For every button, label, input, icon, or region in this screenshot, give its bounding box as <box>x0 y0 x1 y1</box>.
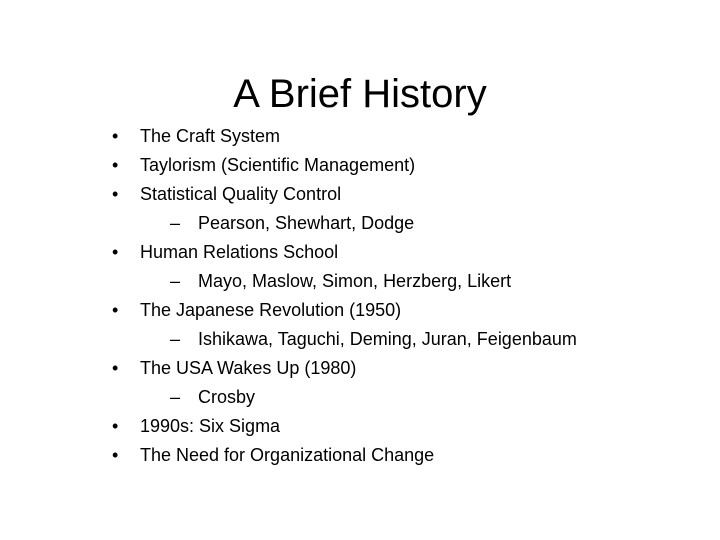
dash-icon: – <box>170 213 181 233</box>
sub-list-item-text: Mayo, Maslow, Simon, Herzberg, Likert <box>198 271 512 291</box>
list-item-text: The Japanese Revolution (1950) <box>140 300 402 320</box>
slide-title: A Brief History <box>233 72 487 116</box>
list-item-text: Taylorism (Scientific Management) <box>140 155 416 175</box>
bullet-icon: • <box>112 242 119 262</box>
dash-icon: – <box>170 387 181 407</box>
sub-list-item-text: Pearson, Shewhart, Dodge <box>198 213 415 233</box>
list-item-text: The Craft System <box>140 126 281 146</box>
bullet-icon: • <box>112 445 119 465</box>
dash-icon: – <box>170 329 181 349</box>
bullet-icon: • <box>112 358 119 378</box>
sub-list-item-text: Ishikawa, Taguchi, Deming, Juran, Feigenbaum <box>198 329 577 349</box>
list-item-text: The Need for Organizational Change <box>140 445 435 465</box>
sub-list-item-text: Crosby <box>198 387 256 407</box>
list-item-text: 1990s: Six Sigma <box>140 416 281 436</box>
bullet-icon: • <box>112 184 119 204</box>
bullet-icon: • <box>112 300 119 320</box>
dash-icon: – <box>170 271 181 291</box>
bullet-icon: • <box>112 126 119 146</box>
bullet-icon: • <box>112 416 119 436</box>
list-item-text: Human Relations School <box>140 242 339 262</box>
bullet-icon: • <box>112 155 119 175</box>
list-item-text: Statistical Quality Control <box>140 184 342 204</box>
list-item-text: The USA Wakes Up (1980) <box>140 358 357 378</box>
